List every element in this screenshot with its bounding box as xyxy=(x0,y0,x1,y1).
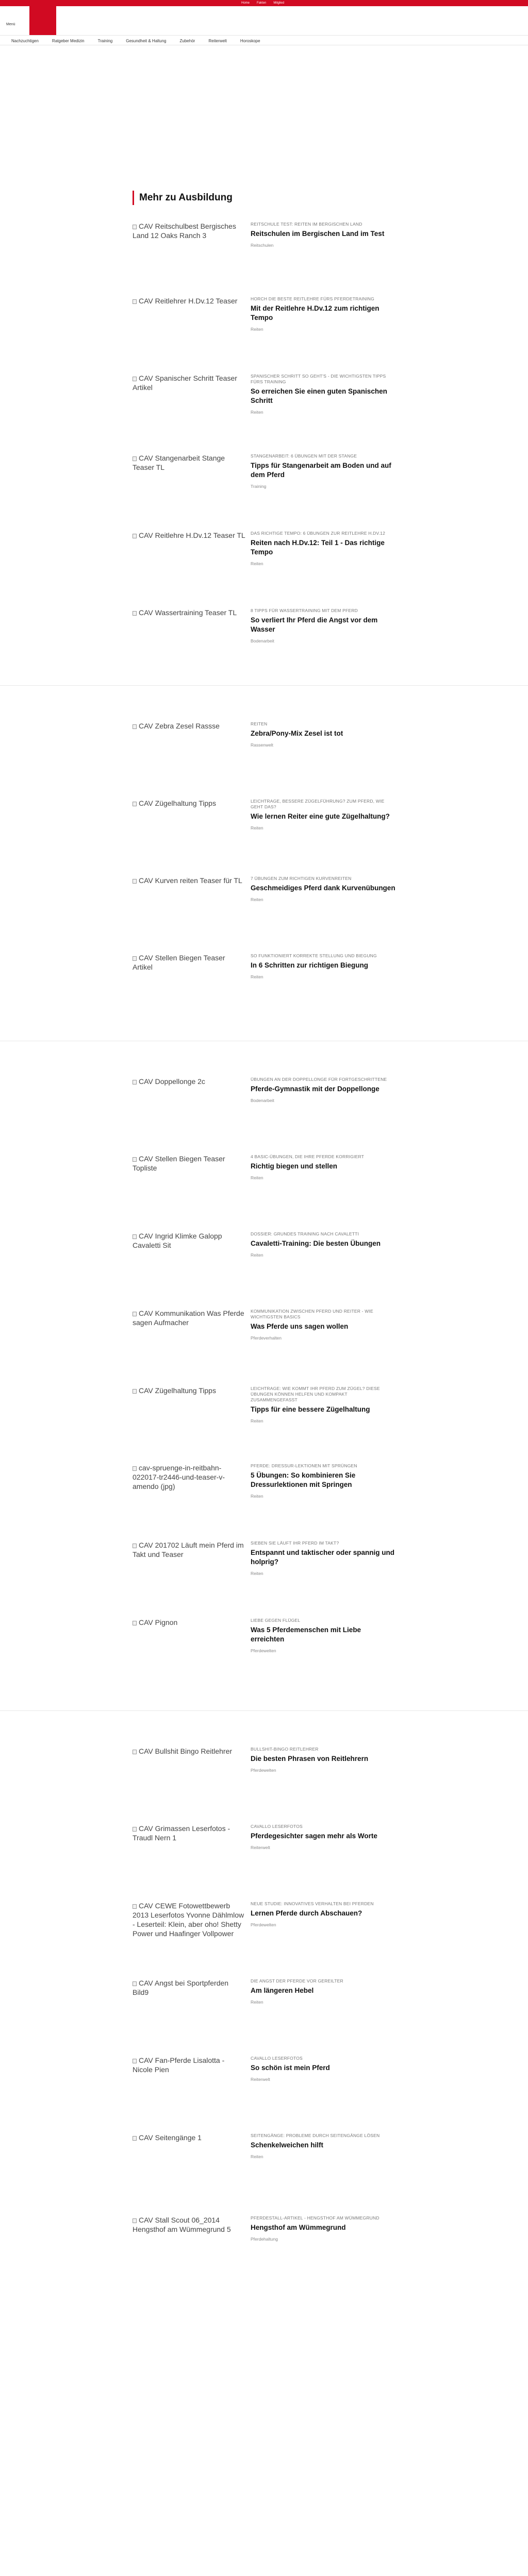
broken-image-alt-text: CAV Seitengänge 1 xyxy=(133,2133,246,2142)
article-rubric[interactable]: Reiten xyxy=(251,2154,263,2159)
article-thumbnail[interactable] xyxy=(133,953,246,1020)
article-kicker: SIEBEN SIE LÄUFT IHR PFERD IM TAKT? xyxy=(251,1540,339,1546)
article-kicker: STANGENARBEIT: 6 ÜBUNGEN MIT DER STANGE xyxy=(251,453,357,459)
broken-image-icon xyxy=(133,1389,137,1394)
broken-image-alt-text: CAV Doppellonge 2c xyxy=(133,1077,246,1086)
article-thumbnail[interactable] xyxy=(133,1154,246,1221)
article-thumbnail[interactable] xyxy=(133,799,246,866)
article-rubric[interactable]: Reiten xyxy=(251,410,263,415)
article-headline[interactable]: So verliert Ihr Pferd die Angst vor dem Wasser xyxy=(251,616,378,633)
broken-image-alt-text: CAV Angst bei Sportpferden Bild9 xyxy=(133,1979,229,1996)
article-body xyxy=(251,1747,395,1773)
article-kicker: DAS RICHTIGE TEMPO: 6 ÜBUNGEN ZUR REITLEHRE H.DV.12 xyxy=(251,531,385,536)
broken-image-icon xyxy=(133,1981,137,1986)
article-teaser[interactable] xyxy=(133,799,395,866)
article-rubric[interactable]: Reiten xyxy=(251,897,263,902)
broken-image-alt-text: CAV Pignon xyxy=(133,1618,246,1627)
article-teaser[interactable] xyxy=(133,1463,395,1530)
article-kicker: PFERDESTALL-ARTIKEL - HENGSTHOF AM WÜMMEGRUND xyxy=(251,2215,380,2221)
article-teaser[interactable] xyxy=(133,374,395,440)
section-divider xyxy=(0,685,528,686)
article-headline[interactable]: 5 Übungen: So kombinieren Sie Dressurlektionen mit Springen xyxy=(251,1471,356,1488)
broken-image-alt-text: CAV Reitlehrer H.Dv.12 Teaser xyxy=(133,296,246,306)
article-thumbnail[interactable] xyxy=(133,721,246,788)
article-headline[interactable]: Lernen Pferde durch Abschauen? xyxy=(251,1909,362,1917)
article-headline[interactable]: Reiten nach H.Dv.12: Teil 1 - Das richtige Tempo xyxy=(251,539,385,556)
article-rubric[interactable]: Rassenwelt xyxy=(251,742,273,748)
article-rubric[interactable]: Pferdewelten xyxy=(251,1768,276,1773)
broken-image-alt-text: CAV Zügelhaltung Tipps xyxy=(133,1386,246,1395)
article-teaser[interactable] xyxy=(133,296,395,363)
top-link-fakten[interactable]: Fakten xyxy=(257,2,267,5)
article-headline[interactable]: Am längeren Hebel xyxy=(251,1987,314,1994)
article-body xyxy=(251,374,395,415)
article-rubric[interactable]: Pferdehaltung xyxy=(251,2236,278,2242)
article-rubric[interactable]: Bodenarbeit xyxy=(251,638,274,643)
article-rubric[interactable]: Reiten xyxy=(251,1999,263,2005)
article-thumbnail[interactable] xyxy=(133,876,246,943)
article-thumbnail[interactable] xyxy=(133,1824,246,1891)
article-rubric[interactable]: Reiten xyxy=(251,825,263,831)
article-body xyxy=(251,1077,395,1103)
broken-image-alt-text: CAV CEWE Fotowettbewerb 2013 Leserfotos Yvonne Dählmlow - Leserteil: Klein, aber oho! Shetty Power und Haafinger Vollpower xyxy=(133,1902,244,1938)
nav-item-zubehoer[interactable]: Zubehör xyxy=(179,38,195,43)
article-rubric[interactable]: Reiten xyxy=(251,561,263,566)
broken-image-alt-text: CAV Ingrid Klimke Galopp Cavaletti Sit xyxy=(133,1232,222,1249)
broken-image-alt-text: CAV Fan-Pferde Lisalotta - Nicole Pien xyxy=(133,2056,225,2074)
site-logo[interactable] xyxy=(29,6,56,35)
article-headline[interactable]: Wie lernen Reiter eine gute Zügelhaltung? xyxy=(251,812,390,820)
nav-item-gesundheit[interactable]: Gesundheit & Haltung xyxy=(126,38,167,43)
article-kicker: BULLSHIT-BINGO REITLEHRER xyxy=(251,1747,319,1752)
article-rubric[interactable]: Pferdewelten xyxy=(251,1648,276,1653)
nav-item-training[interactable]: Training xyxy=(97,38,113,43)
article-headline[interactable]: Entspannt und taktischer oder spannig und holprig? xyxy=(251,1549,395,1566)
broken-image-alt-text: CAV Spanischer Schritt Teaser Artikel xyxy=(133,374,237,392)
article-headline[interactable]: Was Pferde uns sagen wollen xyxy=(251,1323,349,1330)
article-body xyxy=(251,1824,395,1850)
broken-image-alt-text: CAV 201702 Läuft mein Pferd im Takt und Teaser xyxy=(133,1541,244,1558)
article-thumbnail[interactable] xyxy=(133,1386,246,1453)
article-teaser[interactable] xyxy=(133,1978,395,2045)
top-links xyxy=(241,0,284,6)
article-thumbnail[interactable] xyxy=(133,1463,246,1530)
article-teaser[interactable] xyxy=(133,1901,395,1968)
article-body xyxy=(251,1978,395,2005)
article-headline[interactable]: So erreichen Sie einen guten Spanischen Schritt xyxy=(251,387,387,404)
article-thumbnail[interactable] xyxy=(133,531,246,598)
article-headline[interactable]: Pferde-Gymnastik mit der Doppellonge xyxy=(251,1085,380,1093)
article-body xyxy=(251,1463,395,1499)
article-kicker: SEITENGÄNGE: PROBLEME DURCH SEITENGÄNGE LÖSEN xyxy=(251,2133,380,2138)
article-body xyxy=(251,1901,395,1927)
article-teaser[interactable] xyxy=(133,721,395,788)
article-thumbnail[interactable] xyxy=(133,374,246,440)
top-link-home[interactable]: Home xyxy=(241,2,250,5)
article-body xyxy=(251,608,395,643)
broken-image-icon xyxy=(133,724,137,729)
article-headline[interactable]: Cavaletti-Training: Die besten Übungen xyxy=(251,1240,381,1247)
section-title xyxy=(133,191,233,205)
article-headline[interactable]: Die besten Phrasen von Reitlehrern xyxy=(251,1755,369,1762)
article-body xyxy=(251,876,395,902)
broken-image-icon xyxy=(133,802,137,806)
broken-image-icon xyxy=(133,1080,137,1084)
nav-item-nachzucht[interactable]: Nachzuchtigen xyxy=(11,38,39,43)
article-teaser[interactable] xyxy=(133,453,395,520)
article-teaser[interactable] xyxy=(133,953,395,1020)
article-thumbnail[interactable] xyxy=(133,1540,246,1607)
article-teaser[interactable] xyxy=(133,1077,395,1144)
article-thumbnail[interactable] xyxy=(133,1309,246,1376)
article-kicker: SO FUNKTIONIERT KORREKTE STELLUNG UND BIEGUNG xyxy=(251,953,377,958)
article-headline[interactable]: Schenkelweichen hilft xyxy=(251,2141,324,2149)
article-teaser[interactable] xyxy=(133,608,395,675)
broken-image-icon xyxy=(133,377,137,381)
broken-image-alt-text: CAV Reitschulbest Bergisches Land 12 Oaks Ranch 3 xyxy=(133,222,236,240)
article-body xyxy=(251,222,395,248)
article-headline[interactable]: In 6 Schritten zur richtigen Biegung xyxy=(251,961,369,969)
top-link-mitglied[interactable]: Mitglied xyxy=(273,2,285,5)
broken-image-alt-text: CAV Zügelhaltung Tipps xyxy=(133,799,246,808)
article-body xyxy=(251,1154,395,1180)
article-body xyxy=(251,799,395,831)
top-bar xyxy=(0,0,528,6)
article-headline[interactable]: Was 5 Pferdemenschen mit Liebe erreichten xyxy=(251,1626,361,1643)
article-teaser[interactable] xyxy=(133,1386,395,1453)
article-rubric[interactable]: Reiten xyxy=(251,1494,263,1499)
article-thumbnail[interactable] xyxy=(133,2056,246,2123)
article-body xyxy=(251,296,395,332)
article-rubric[interactable]: Reiten xyxy=(251,327,263,332)
article-headline[interactable]: Reitschulen im Bergischen Land im Test xyxy=(251,230,385,238)
article-teaser[interactable] xyxy=(133,1231,395,1298)
article-teaser[interactable] xyxy=(133,1824,395,1891)
article-headline[interactable]: Geschmeidiges Pferd dank Kurvenübungen xyxy=(251,884,395,892)
article-rubric[interactable]: Reiten xyxy=(251,1175,263,1180)
article-kicker: LIEBE GEGEN FLÜGEL xyxy=(251,1618,301,1623)
article-kicker: CAVALLO LESERFOTOS xyxy=(251,2056,303,2061)
article-kicker: PFERDE: DRESSUR-LEKTIONEN MIT SPRÜNGEN xyxy=(251,1463,357,1468)
article-thumbnail[interactable] xyxy=(133,2133,246,2200)
article-rubric[interactable]: Training xyxy=(251,484,267,489)
article-thumbnail[interactable] xyxy=(133,1901,246,1968)
article-thumbnail[interactable] xyxy=(133,1077,246,1144)
article-kicker: HORCH DIE BESTE REITLEHRE FÜRS PFERDETRAINING xyxy=(251,296,374,301)
broken-image-alt-text: CAV Wassertraining Teaser TL xyxy=(133,608,246,617)
broken-image-icon xyxy=(133,956,137,961)
article-kicker: NEUE STUDIE: INNOVATIVES VERHALTEN BEI PFERDEN xyxy=(251,1901,374,1906)
article-rubric[interactable]: Bodenarbeit xyxy=(251,1098,274,1103)
article-kicker: DOSSIER: GRUNDES TRAINING NACH CAVALETTI xyxy=(251,1231,359,1236)
article-kicker: ÜBUNGEN AN DER DOPPELLONGE FÜR FORTGESCHRITTENE xyxy=(251,1077,387,1082)
article-body xyxy=(251,1540,395,1576)
article-body xyxy=(251,2056,395,2082)
broken-image-alt-text: CAV Stellen Biegen Teaser Topliste xyxy=(133,1155,225,1172)
article-kicker: 7 ÜBUNGEN ZUM RICHTIGEN KURVENREITEN xyxy=(251,876,352,881)
article-headline[interactable]: Pferdegesichter sagen mehr als Worte xyxy=(251,1832,377,1840)
article-teaser[interactable] xyxy=(133,531,395,598)
article-teaser[interactable] xyxy=(133,1154,395,1221)
broken-image-icon xyxy=(133,1904,137,1909)
article-teaser[interactable] xyxy=(133,1618,395,1685)
broken-image-alt-text: CAV Grimassen Leserfotos - Traudl Nern 1 xyxy=(133,1824,230,1842)
article-body xyxy=(251,1618,395,1653)
broken-image-icon xyxy=(133,225,137,229)
main-nav xyxy=(0,35,528,45)
article-thumbnail[interactable] xyxy=(133,608,246,675)
article-rubric[interactable]: Reiten xyxy=(251,1252,263,1258)
article-kicker: 8 TIPPS FÜR WASSERTRAINING MIT DEM PFERD xyxy=(251,608,358,613)
broken-image-icon xyxy=(133,456,137,461)
article-kicker: SPANISCHER SCHRITT SO GEHT'S - DIE WICHTIGSTEN TIPPS FÜRS TRAINING xyxy=(251,374,386,384)
broken-image-icon xyxy=(133,534,137,538)
article-headline[interactable]: Mit der Reitlehre H.Dv.12 zum richtigen Tempo xyxy=(251,304,380,321)
broken-image-icon xyxy=(133,1827,137,1832)
article-body xyxy=(251,721,395,748)
article-rubric[interactable]: Reiten xyxy=(251,974,263,979)
broken-image-alt-text: CAV Kommunikation Was Pferde sagen Aufmacher xyxy=(133,1309,244,1327)
article-thumbnail[interactable] xyxy=(133,1747,246,1814)
article-thumbnail[interactable] xyxy=(133,222,246,289)
article-thumbnail[interactable] xyxy=(133,296,246,363)
broken-image-alt-text: CAV Reitlehre H.Dv.12 Teaser TL xyxy=(133,531,246,540)
article-teaser[interactable] xyxy=(133,222,395,289)
broken-image-icon xyxy=(133,299,137,304)
article-rubric[interactable]: Pferdewelten xyxy=(251,1922,276,1927)
article-headline[interactable]: So schön ist mein Pferd xyxy=(251,2064,330,2072)
article-thumbnail[interactable] xyxy=(133,1618,246,1685)
menu-button[interactable] xyxy=(6,21,15,28)
broken-image-alt-text: CAV Bullshit Bingo Reitlehrer xyxy=(133,1747,246,1756)
broken-image-icon xyxy=(133,1621,137,1625)
article-rubric[interactable]: Pferdeverhalten xyxy=(251,1335,282,1341)
broken-image-alt-text: CAV Stangenarbeit Stange Teaser TL xyxy=(133,454,225,471)
section-divider xyxy=(0,1710,528,1711)
article-kicker: REITSCHULE TEST: REITEN IM BERGISCHEN LAND xyxy=(251,222,362,227)
broken-image-icon xyxy=(133,1466,137,1471)
article-body xyxy=(251,2133,395,2159)
broken-image-icon xyxy=(133,1234,137,1239)
article-teaser[interactable] xyxy=(133,2133,395,2200)
article-body xyxy=(251,453,395,489)
broken-image-alt-text: CAV Stall Scout 06_2014 Hengsthof am Wümmegrund 5 xyxy=(133,2216,231,2233)
article-headline[interactable]: Tipps für Stangenarbeit am Boden und auf dem Pferd xyxy=(251,462,391,479)
article-teaser[interactable] xyxy=(133,876,395,943)
article-kicker: LEICHTRAGE, BESSERE ZÜGELFÜHRUNG? ZUM PFERD, WIE GEHT DAS? xyxy=(251,799,385,809)
article-kicker: 4 BASIC-ÜBUNGEN, DIE IHRE PFERDE KORRIGIERT xyxy=(251,1154,365,1159)
broken-image-alt-text: cav-spruenge-in-reitbahn-022017-tr2446-und-teaser-v-amendo (jpg) xyxy=(133,1464,225,1490)
article-teaser[interactable] xyxy=(133,1309,395,1376)
article-body xyxy=(251,531,395,566)
article-teaser[interactable] xyxy=(133,2215,395,2282)
nav-item-medizin[interactable]: Ratgeber Medizin xyxy=(52,38,85,43)
article-body xyxy=(251,2215,395,2242)
article-headline[interactable]: Tipps für eine bessere Zügelhaltung xyxy=(251,1405,370,1413)
article-thumbnail[interactable] xyxy=(133,1231,246,1298)
broken-image-icon xyxy=(133,879,137,884)
article-teaser[interactable] xyxy=(133,1747,395,1814)
article-rubric[interactable]: Reiten xyxy=(251,1571,263,1576)
article-rubric[interactable]: Reiterwelt xyxy=(251,2077,270,2082)
broken-image-icon xyxy=(133,1750,137,1754)
broken-image-icon xyxy=(133,2059,137,2063)
article-thumbnail[interactable] xyxy=(133,1978,246,2045)
broken-image-icon xyxy=(133,1544,137,1548)
article-rubric[interactable]: Reitschulen xyxy=(251,243,274,248)
broken-image-icon xyxy=(133,2218,137,2223)
article-kicker: REITEN xyxy=(251,721,268,726)
article-kicker: DIE ANGST DER PFERDE VOR GEREILTER xyxy=(251,1978,343,1984)
broken-image-icon xyxy=(133,611,137,616)
article-thumbnail[interactable] xyxy=(133,453,246,520)
article-headline[interactable]: Richtig biegen und stellen xyxy=(251,1162,338,1170)
broken-image-alt-text: CAV Zebra Zesel Rassse xyxy=(133,721,246,731)
article-teaser[interactable] xyxy=(133,2056,395,2123)
article-kicker: KOMMUNIKATION ZWISCHEN PFERD UND REITER - WIE WICHTIGSTEN BASICS xyxy=(251,1309,373,1319)
article-headline[interactable]: Hengsthof am Wümmegrund xyxy=(251,2224,346,2231)
article-body xyxy=(251,1386,395,1423)
article-body xyxy=(251,953,395,979)
menu-label: Menü xyxy=(6,22,15,26)
article-body xyxy=(251,1309,395,1341)
article-kicker: CAVALLO LESERFOTOS xyxy=(251,1824,303,1829)
article-body xyxy=(251,1231,395,1258)
nav-item-horoskope[interactable]: Horoskope xyxy=(240,38,260,43)
broken-image-alt-text: CAV Stellen Biegen Teaser Artikel xyxy=(133,954,225,971)
article-teaser[interactable] xyxy=(133,1540,395,1607)
broken-image-icon xyxy=(133,1312,137,1316)
article-rubric[interactable]: Reiterwelt xyxy=(251,1845,270,1850)
article-thumbnail[interactable] xyxy=(133,2215,246,2282)
broken-image-alt-text: CAV Kurven reiten Teaser für TL xyxy=(133,876,246,885)
broken-image-icon xyxy=(133,2136,137,2141)
article-kicker: LEICHTRAGE: WIE KOMMT IHR PFERD ZUM ZÜGEL? DIESE ÜBUNGEN KÖNNEN HELFEN UND KOMPAKT ZUSAMMENGEFASST xyxy=(251,1386,380,1402)
article-headline[interactable]: Zebra/Pony-Mix Zesel ist tot xyxy=(251,730,343,737)
article-rubric[interactable]: Reiten xyxy=(251,1418,263,1423)
broken-image-icon xyxy=(133,1157,137,1162)
nav-item-reiterwelt[interactable]: Reiterwelt xyxy=(208,38,227,43)
section-title-text: Mehr zu Ausbildung xyxy=(139,192,233,203)
